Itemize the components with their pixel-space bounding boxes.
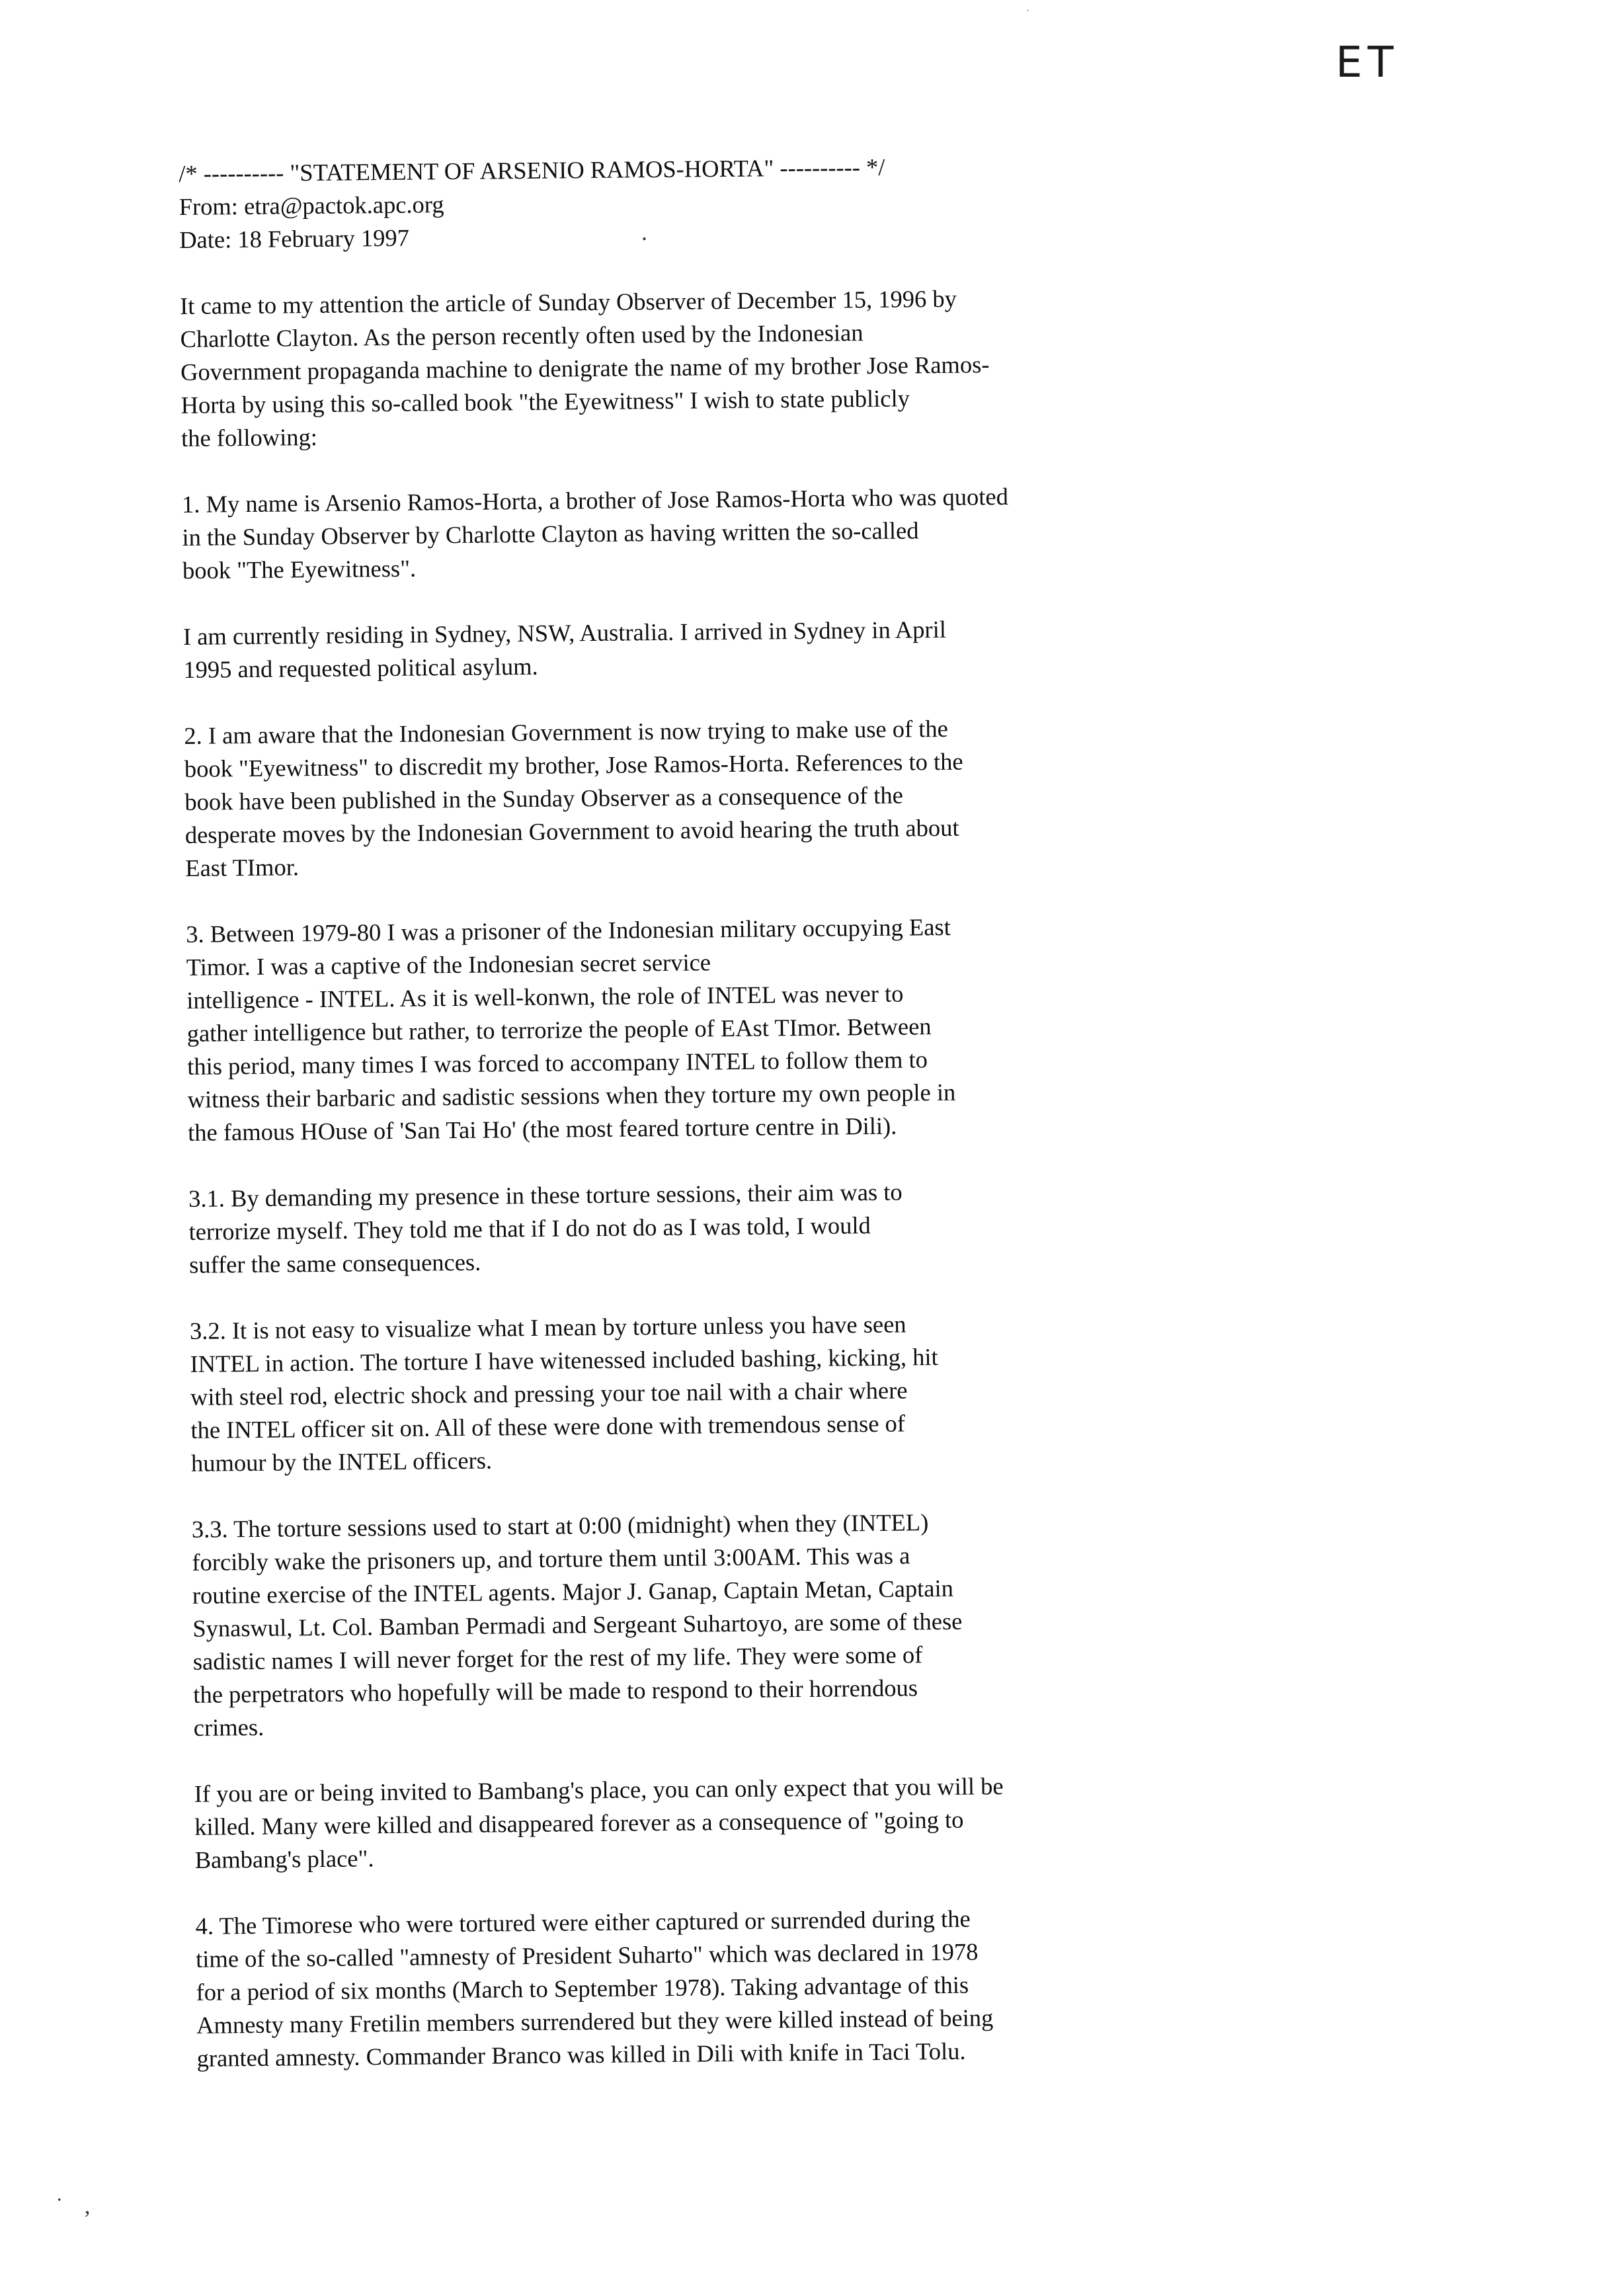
paragraph-1: [182, 478, 1214, 587]
text-line: crimes.: [193, 1713, 264, 1741]
text-line: If you are or being invited to Bambang's place, you can only expect that you will be: [194, 1772, 1004, 1807]
text-line: Timor. I was a captive of the Indonesian secret service: [186, 948, 711, 981]
text-line: 3.3. The torture sessions used to start at 0:00 (midnight) when they (INTEL): [191, 1508, 929, 1543]
text-line: granted amnesty. Commander Branco was killed in Dili with knife in Taci Tolu.: [196, 2037, 966, 2072]
text-line: 3.1. By demanding my presence in these torture sessions, their aim was to: [188, 1178, 903, 1212]
paragraph-4: [195, 1900, 1228, 2075]
email-header: [179, 147, 1211, 257]
text-line: 3.2. It is not easy to visualize what I mean by torture unless you have seen: [189, 1310, 906, 1344]
paragraph-3-2: [190, 1305, 1223, 1480]
date-line: Date: 18 February 1997: [179, 224, 410, 253]
text-line: INTEL in action. The torture I have witenessed included bashing, kicking, hit: [190, 1343, 938, 1377]
text-line: the following:: [181, 423, 318, 452]
text-line: the famous HOuse of 'San Tai Ho' (the most feared torture centre in Dili).: [187, 1112, 897, 1146]
paragraph-intro: [180, 280, 1213, 455]
paragraph-residence: [183, 610, 1215, 686]
text-line: Synaswul, Lt. Col. Bamban Permadi and Sergeant Suhartoyo, are some of these: [192, 1607, 963, 1642]
text-line: for a period of six months (March to September 1978). Taking advantage of this: [196, 1971, 969, 2006]
text-line: gather intelligence but rather, to terrorize the people of EAst TImor. Between: [186, 1012, 932, 1047]
text-line: killed. Many were killed and disappeared forever as a consequence of "going to: [194, 1805, 964, 1840]
text-line: routine exercise of the INTEL agents. Major J. Ganap, Captain Metan, Captain: [192, 1574, 954, 1609]
text-line: with steel rod, electric shock and pressing your toe nail with a chair where: [190, 1376, 908, 1411]
text-line: terrorize myself. They told me that if I do not do as I was told, I would: [188, 1211, 871, 1245]
text-line: 3. Between 1979-80 I was a prisoner of the Indonesian military occupying East: [186, 913, 951, 948]
text-line: I am currently residing in Sydney, NSW, Australia. I arrived in Sydney in April: [182, 615, 947, 650]
text-line: It came to my attention the article of Sunday Observer of December 15, 1996 by: [179, 284, 957, 319]
text-line: 1995 and requested political asylum.: [183, 652, 538, 683]
text-line: Horta by using this so-called book "the Eyewitness" I wish to state publicly: [181, 384, 910, 419]
paragraph-bambang: [194, 1768, 1226, 1877]
text-line: book have been published in the Sunday Observer as a consequence of the: [184, 781, 904, 815]
scan-speck: .: [641, 219, 647, 245]
text-line: intelligence - INTEL. As it is well-konwn, the role of INTEL was never to: [186, 979, 904, 1014]
text-line: Charlotte Clayton. As the person recently often used by the Indonesian: [180, 319, 864, 352]
text-line: East TImor.: [185, 853, 300, 882]
text-line: humour by the INTEL officers.: [190, 1446, 493, 1477]
text-line: the INTEL officer sit on. All of these were done with tremendous sense of: [190, 1409, 906, 1444]
text-line: this period, many times I was forced to accompany INTEL to follow them to: [186, 1046, 928, 1080]
text-line: suffer the same consequences.: [188, 1248, 481, 1278]
text-line: Bambang's place".: [194, 1844, 374, 1873]
text-line: 1. My name is Arsenio Ramos-Horta, a brother of Jose Ramos-Horta who was quoted: [181, 482, 1009, 518]
paragraph-3: [186, 908, 1219, 1149]
from-line: From: etra@pactok.apc.org: [179, 190, 444, 220]
text-line: the perpetrators who hopefully will be made to respond to their horrendous: [193, 1674, 918, 1708]
statement-body: [179, 147, 1228, 2108]
text-line: book "The Eyewitness".: [182, 554, 417, 584]
text-line: book "Eyewitness" to discredit my brother, Jose Ramos-Horta. References to the: [184, 747, 963, 782]
text-line: Amnesty many Fretilin members surrendered but they were killed instead of being: [196, 2004, 994, 2039]
paragraph-3-3: [192, 1503, 1225, 1744]
statement-title: /* ---------- "STATEMENT OF ARSENIO RAMOS-HORTA" ---------- */: [179, 153, 885, 187]
scan-speck: ˙ ,: [56, 2194, 99, 2219]
text-line: witness their barbaric and sadistic sessions when they torture my own people in: [187, 1078, 956, 1113]
paragraph-3-1: [188, 1172, 1221, 1282]
text-line: 4. The Timorese who were tortured were either captured or surrended during the: [195, 1905, 971, 1940]
text-line: 2. I am aware that the Indonesian Government is now trying to make use of the: [184, 714, 949, 749]
text-line: time of the so-called "amnesty of President Suharto" which was declared in 1978: [195, 1938, 979, 1973]
handwritten-margin-note: ET: [1336, 38, 1399, 87]
text-line: Government propaganda machine to denigrate the name of my brother Jose Ramos-: [180, 350, 990, 386]
paragraph-2: [184, 710, 1217, 885]
text-line: forcibly wake the prisoners up, and torture them until 3:00AM. This was a: [192, 1541, 910, 1576]
text-line: desperate moves by the Indonesian Government to avoid hearing the truth about: [184, 813, 959, 848]
text-line: in the Sunday Observer by Charlotte Clayton as having written the so-called: [182, 516, 919, 551]
scan-speck: .: [1026, 0, 1029, 15]
text-line: sadistic names I will never forget for the rest of my life. They were some of: [192, 1641, 923, 1675]
